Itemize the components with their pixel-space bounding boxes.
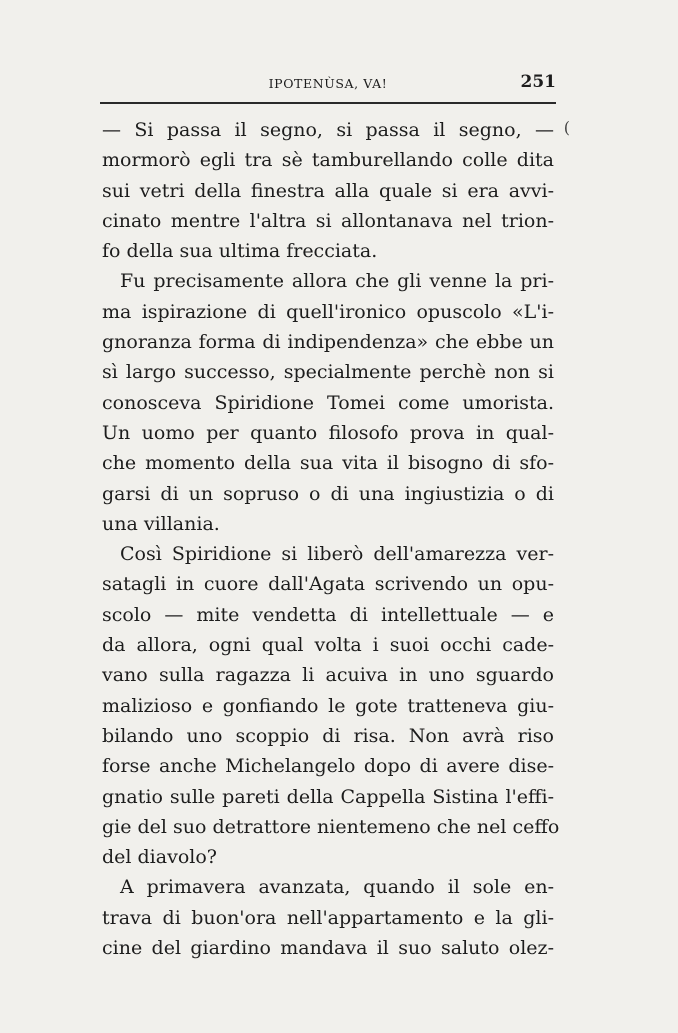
margin-mark: ( [563,118,570,137]
text-line: ma ispirazione di quell'ironico opuscolo «L'i- [102,300,554,323]
text-line: garsi di un sopruso o di una ingiustizia o di [102,482,554,505]
text-line: gnoranza forma di indipendenza» che ebbe un [102,331,554,354]
text-line: da allora, ogni qual volta i suoi occhi cade- [102,634,554,657]
text-line: A primavera avanzata, quando il sole en- [120,876,554,899]
text-line: che momento della sua vita il bisogno di sfo- [102,452,554,475]
body-text [102,115,560,963]
text-line: vano sulla ragazza li acuiva in uno sguardo [102,664,554,687]
text-line: una villania. [102,512,220,535]
text-line: forse anche Michelangelo dopo di avere dise- [102,755,554,778]
text-line: cinato mentre l'altra si allontanava nel trion- [102,209,554,232]
text-line: Fu precisamente allora che gli venne la pri- [120,270,554,293]
text-line: trava di buon'ora nell'appartamento e la gli- [102,906,554,929]
text-line: gie del suo detrattore nientemeno che nel ceffo [102,815,560,838]
text-line: Così Spiridione si liberò dell'amarezza ver- [120,543,554,566]
text-line: cine del giardino mandava il suo saluto olez- [102,937,554,960]
running-title: IPOTENÙSA, VA! [268,76,388,91]
text-line: fo della sua ultima frecciata. [102,240,378,263]
text-line: bilando uno scoppio di risa. Non avrà riso [102,724,554,747]
text-line: del diavolo? [102,846,217,869]
page-number: 251 [520,72,556,92]
header-rule [100,102,556,104]
text-line: mormorò egli tra sè tamburellando colle dita [102,149,554,172]
text-line: Un uomo per quanto filosofo prova in qual- [102,421,554,444]
text-line: sì largo successo, specialmente perchè non si [102,361,554,384]
text-line: malizioso e gonfiando le gote tratteneva giu- [102,694,554,717]
text-line: scolo — mite vendetta di intellettuale — e [102,603,554,626]
text-line: sui vetri della finestra alla quale si era avvi- [102,179,554,202]
page-header [100,72,556,94]
text-line: satagli in cuore dall'Agata scrivendo un opu- [102,573,554,596]
text-line: — Si passa il segno, si passa il segno, — [102,119,554,141]
text-line: gnatio sulle pareti della Cappella Sistina l'effi- [102,785,554,808]
text-line: conosceva Spiridione Tomei come umorista. [102,391,554,414]
